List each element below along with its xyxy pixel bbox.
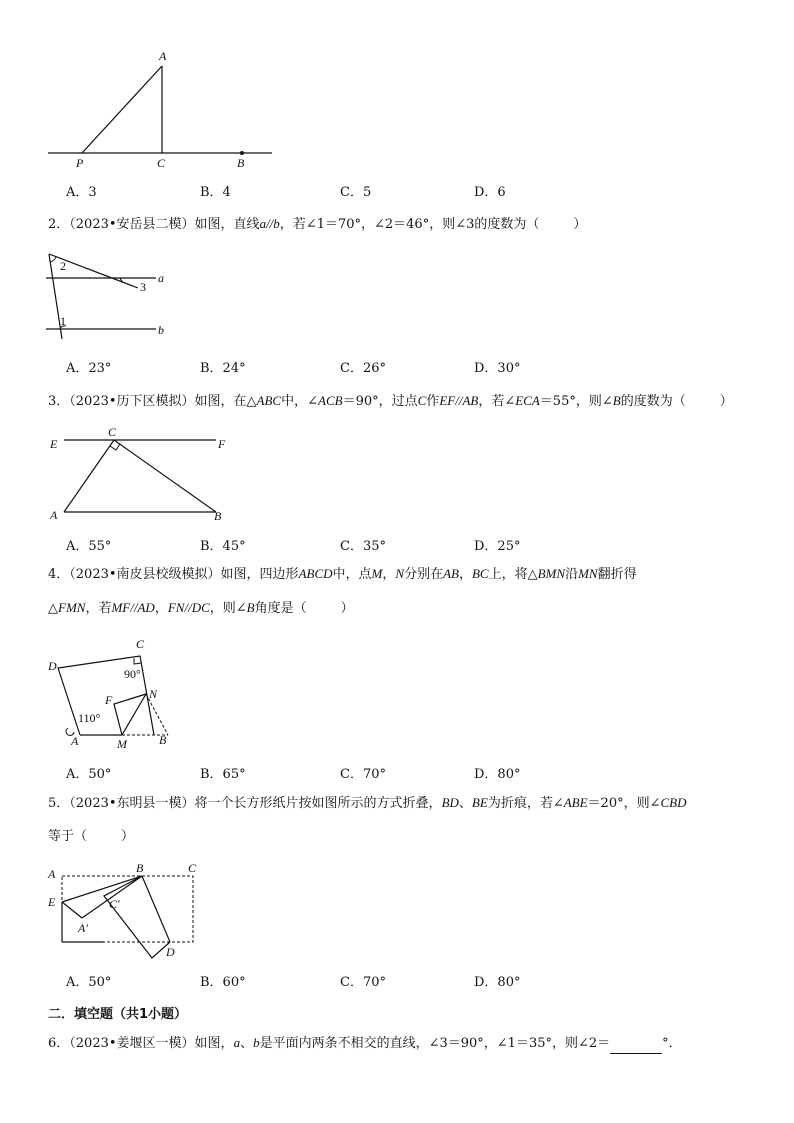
- q5-option-d: D．80°: [474, 975, 521, 990]
- q5-label-D: D: [166, 945, 175, 959]
- q2-label-angle1: 1: [60, 314, 66, 328]
- q1-label-P: P: [76, 156, 84, 170]
- q4-options: [66, 763, 626, 781]
- q4-label-D: D: [48, 659, 57, 673]
- q3-label-C: C: [108, 425, 117, 439]
- q5-stem-line2: 等于（ ）: [48, 829, 135, 844]
- q4-label-B: B: [159, 733, 167, 747]
- q3-figure: [44, 424, 244, 524]
- q2-figure: [44, 248, 174, 340]
- q6-source: （2023•姜堰区一模）: [69, 1036, 195, 1051]
- q3-stem: 3．（2023•历下区模拟）如图，在△ABC中，∠ACB＝90°，过点C作EF//AB，若∠ECA＝55°，则∠B的度数为（ ）: [48, 393, 733, 409]
- section-title-fill-in: 二．填空题（共1小题）: [48, 1007, 188, 1022]
- q5-option-b: B．60°: [200, 975, 246, 990]
- q4-option-a: A．50°: [66, 767, 112, 782]
- q5-option-a: A．50°: [66, 975, 112, 990]
- q3-label-F: F: [218, 437, 226, 451]
- q3-source: （2023•历下区模拟）: [69, 394, 195, 409]
- q5-source: （2023•东明县一模）: [69, 796, 195, 811]
- q1-label-C: C: [157, 156, 166, 170]
- q2-option-c: C．26°: [340, 361, 386, 376]
- q4-option-b: B．65°: [200, 767, 246, 782]
- q5-option-c: C．70°: [340, 975, 386, 990]
- q4-label-F: F: [105, 693, 113, 707]
- q4-label-C: C: [136, 637, 145, 651]
- q5-options: [66, 971, 626, 989]
- q5-label-B: B: [136, 861, 144, 875]
- q3-label-B: B: [214, 509, 222, 523]
- q2-option-d: D．30°: [474, 361, 521, 376]
- q3-option-d: D．25°: [474, 539, 521, 554]
- q4-source: （2023•南皮县校级模拟）: [69, 567, 221, 582]
- q4-stem-line1: 4．（2023•南皮县校级模拟）如图，四边形ABCD中，点M，N分别在AB，BC上，将△BMN沿MN翻折得: [48, 566, 637, 582]
- q2-label-angle3: 3: [140, 280, 146, 294]
- q4-label-N: N: [149, 687, 158, 701]
- q4-stem-line2: △FMN，若MF//AD，FN//DC，则∠B角度是（ ）: [48, 600, 354, 616]
- q3-options: [66, 535, 626, 553]
- q4-figure: [44, 632, 184, 750]
- q3-label-A: A: [50, 508, 58, 522]
- q5-label-A-prime: A′: [78, 921, 88, 935]
- q5-figure: [44, 860, 204, 964]
- q3-label-E: E: [50, 437, 58, 451]
- q4-label-angle90: 90°: [124, 667, 141, 681]
- q1-label-A: A: [159, 49, 167, 63]
- q6-stem: 6．（2023•姜堰区一模）如图，a、b是平面内两条不相交的直线，∠3＝90°，∠1＝35°，则∠2＝ °．: [48, 1033, 748, 1054]
- q1-option-c: C．5: [340, 185, 372, 200]
- q1-option-b: B．4: [200, 185, 231, 200]
- q6-answer-blank[interactable]: [610, 1039, 662, 1054]
- q2-option-b: B．24°: [200, 361, 246, 376]
- q4-label-A: A: [71, 734, 79, 748]
- q4-option-c: C．70°: [340, 767, 386, 782]
- q2-label-b: b: [158, 323, 164, 337]
- q1-label-B: B: [237, 156, 245, 170]
- q2-label-angle2: 2: [60, 259, 66, 273]
- q2-label-a: a: [158, 271, 164, 285]
- q5-label-C: C: [188, 861, 197, 875]
- q2-option-a: A．23°: [66, 361, 112, 376]
- q2-source: （2023•安岳县二模）: [69, 217, 195, 232]
- q4-label-angle110: 110°: [78, 711, 101, 725]
- q1-option-d: D．6: [474, 185, 506, 200]
- q1-option-a: A．3: [66, 185, 97, 200]
- q3-option-b: B．45°: [200, 539, 246, 554]
- q2-options: [66, 357, 626, 375]
- q4-option-d: D．80°: [474, 767, 521, 782]
- q5-label-A: A: [48, 867, 56, 881]
- q2-stem: 2．（2023•安岳县二模）如图，直线a//b，若∠1＝70°，∠2＝46°，则∠3的度数为（ ）: [48, 216, 587, 232]
- q5-stem-line1: 5．（2023•东明县一模）将一个长方形纸片按如图所示的方式折叠，BD、BE为折痕，若∠ABE＝20°，则∠CBD: [48, 795, 687, 811]
- q5-label-E: E: [48, 895, 56, 909]
- q4-label-M: M: [117, 737, 127, 750]
- q3-option-c: C．35°: [340, 539, 386, 554]
- q5-label-C-prime: C′: [109, 897, 120, 911]
- q1-figure: [44, 46, 284, 174]
- q3-option-a: A．55°: [66, 539, 112, 554]
- q1-options: [66, 181, 626, 199]
